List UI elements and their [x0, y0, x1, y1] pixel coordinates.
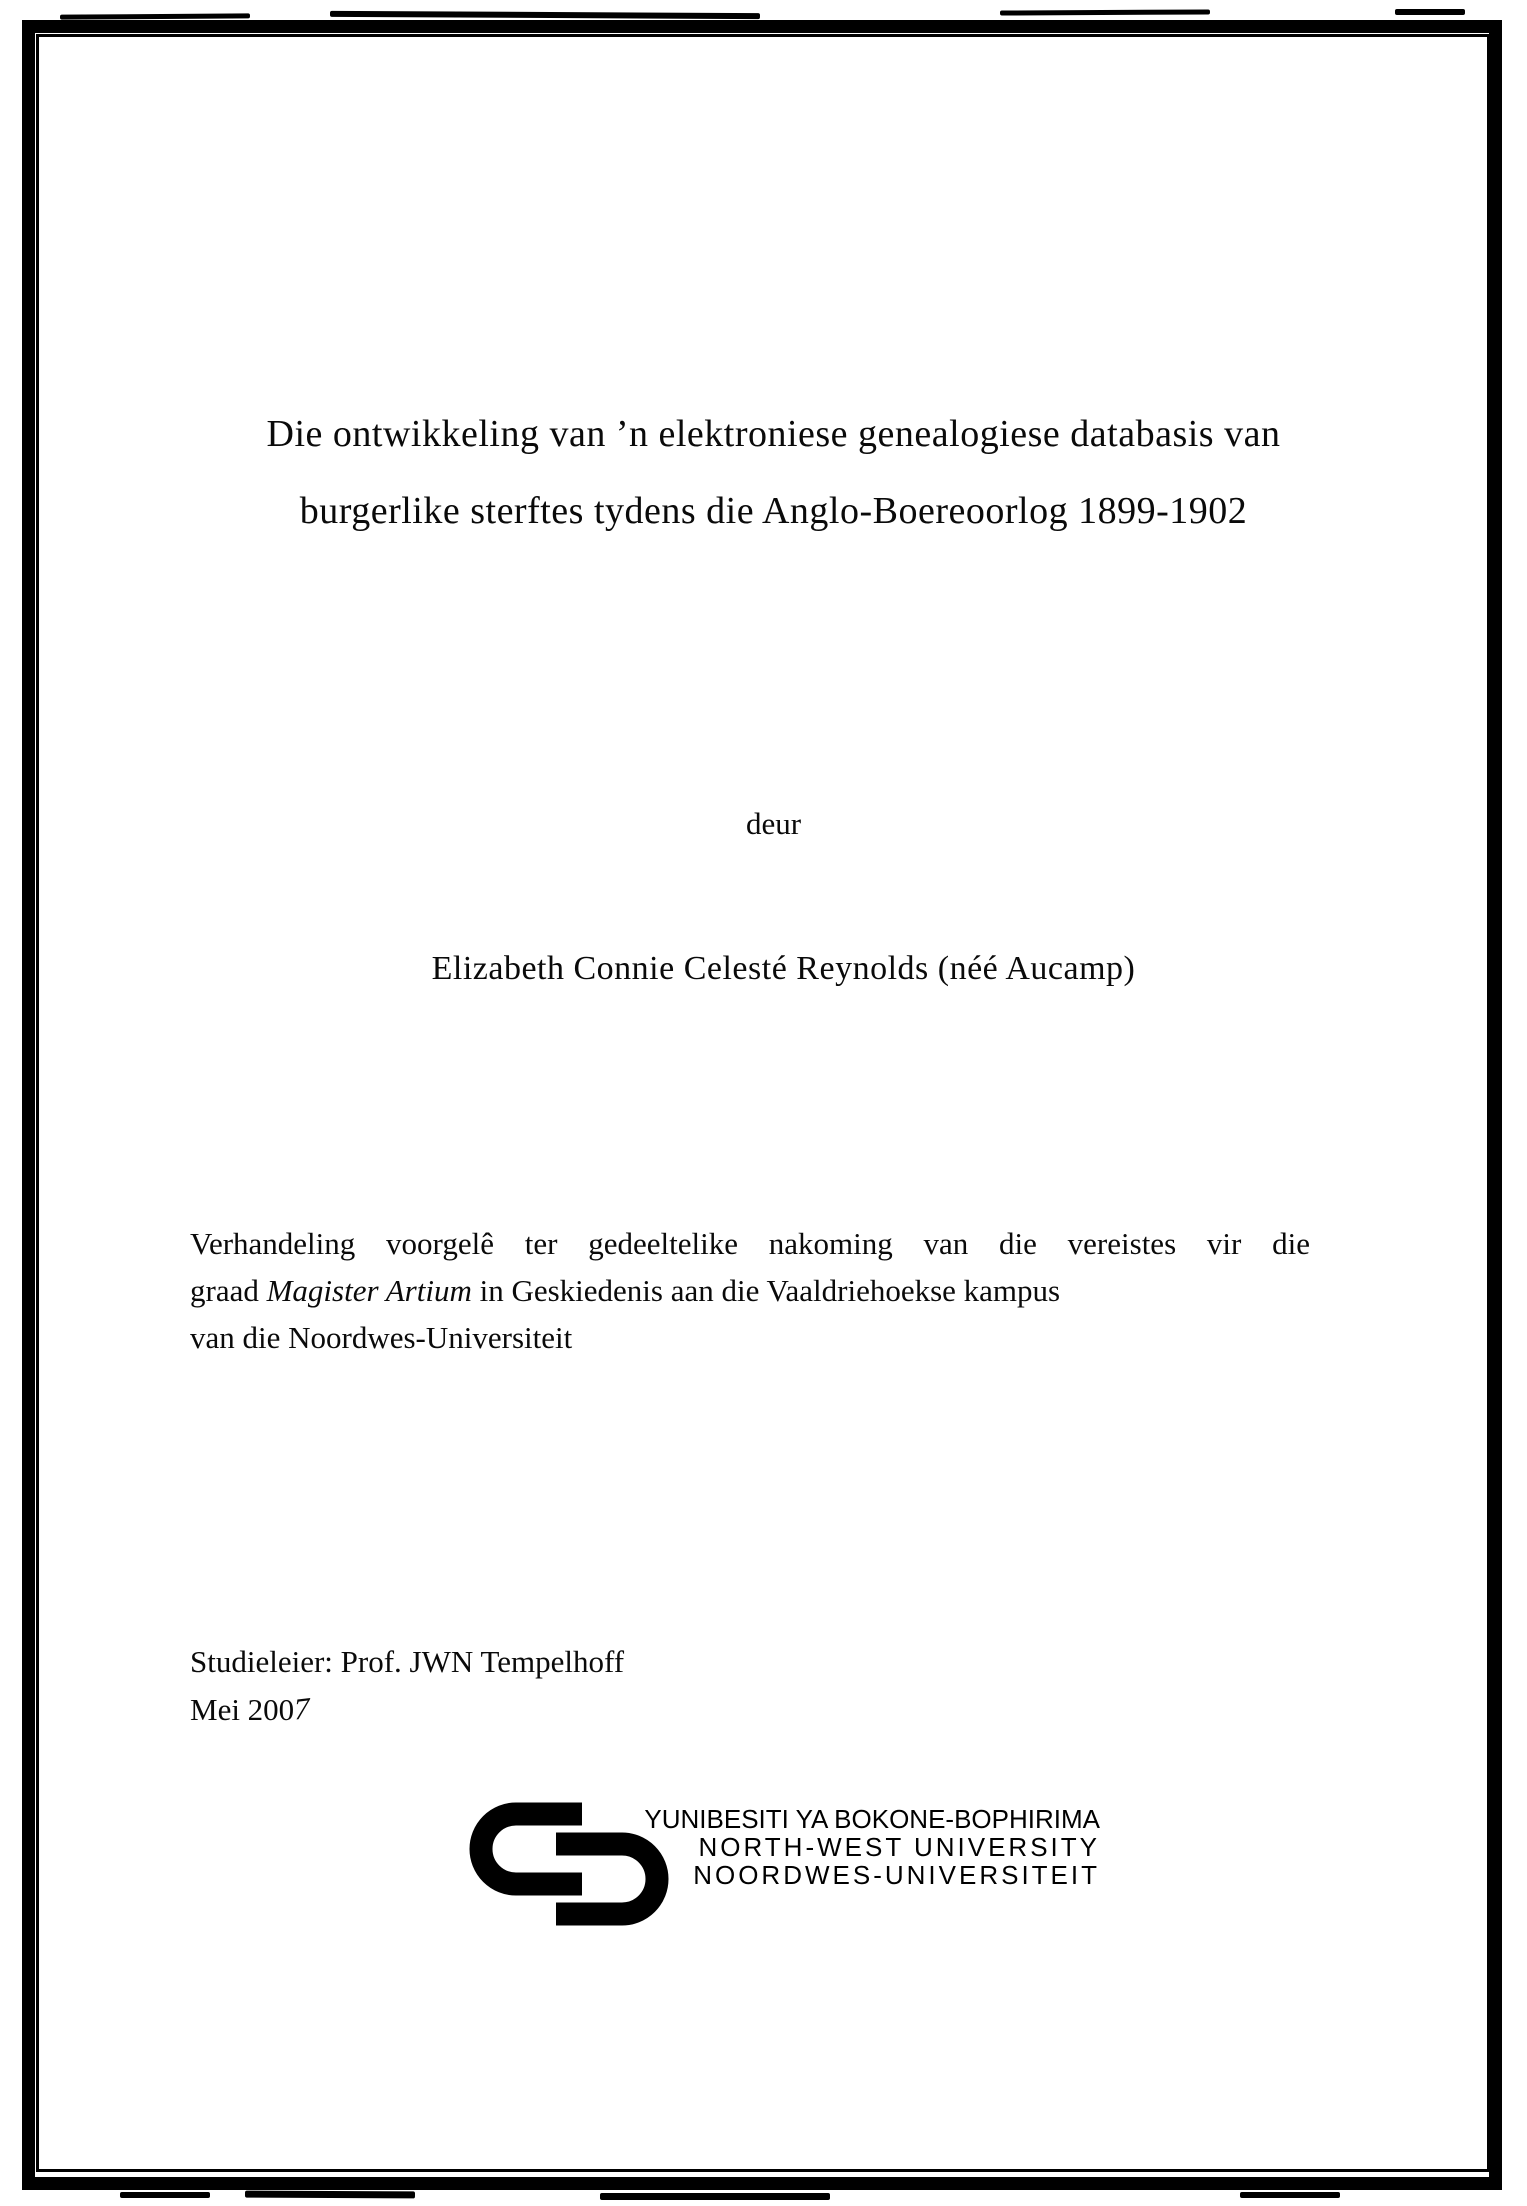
supervisor-line: Studieleier: Prof. JWN Tempelhoff [190, 1644, 625, 1679]
degree-statement-line-2-post: in Geskiedenis aan die Vaaldriehoekse kampus [471, 1273, 1061, 1308]
degree-statement-line-1: Verhandeling voorgelê ter gedeeltelike nakoming van die vereistes vir die [190, 1226, 1310, 1261]
logo-line-afrikaans: NOORDWES-UNIVERSITEIT [693, 1860, 1100, 1890]
scan-artifact [245, 2191, 415, 2199]
byline: deur [745, 806, 802, 841]
scan-artifact [330, 11, 760, 19]
thesis-title-line-2: burgerlike sterftes tydens die Anglo-Boereoorlog 1899-1902 [299, 490, 1248, 532]
logo-line-english: NORTH-WEST UNIVERSITY [698, 1832, 1100, 1862]
scan-artifact [1000, 9, 1210, 15]
degree-statement-line-2 [190, 1267, 1310, 1314]
date-line [190, 1690, 313, 1728]
author-name: Elizabeth Connie Celesté Reynolds (néé Aucamp) [431, 950, 1136, 987]
scan-artifact [120, 2192, 210, 2198]
thesis-title [100, 396, 1447, 550]
logo-line-setswana: YUNIBESITI YA BOKONE-BOPHIRIMA [644, 1804, 1100, 1834]
date-prefix: Mei 200 [190, 1692, 295, 1727]
degree-name-italic: Magister Artium [266, 1273, 472, 1308]
scan-artifact [1240, 2192, 1340, 2198]
university-wordmark [620, 1805, 1100, 1889]
scan-artifact [600, 2193, 830, 2200]
degree-statement-line-3: van die Noordwes-Universiteit [190, 1320, 573, 1355]
scan-artifact [60, 13, 250, 19]
degree-statement [190, 1220, 1310, 1361]
date-last-digit: 7 [292, 1690, 313, 1727]
thesis-title-line-1: Die ontwikkeling van ’n elektroniese genealogiese databasis van [266, 413, 1281, 455]
scan-artifact [1395, 9, 1465, 15]
degree-statement-line-2-pre: graad [190, 1273, 267, 1308]
